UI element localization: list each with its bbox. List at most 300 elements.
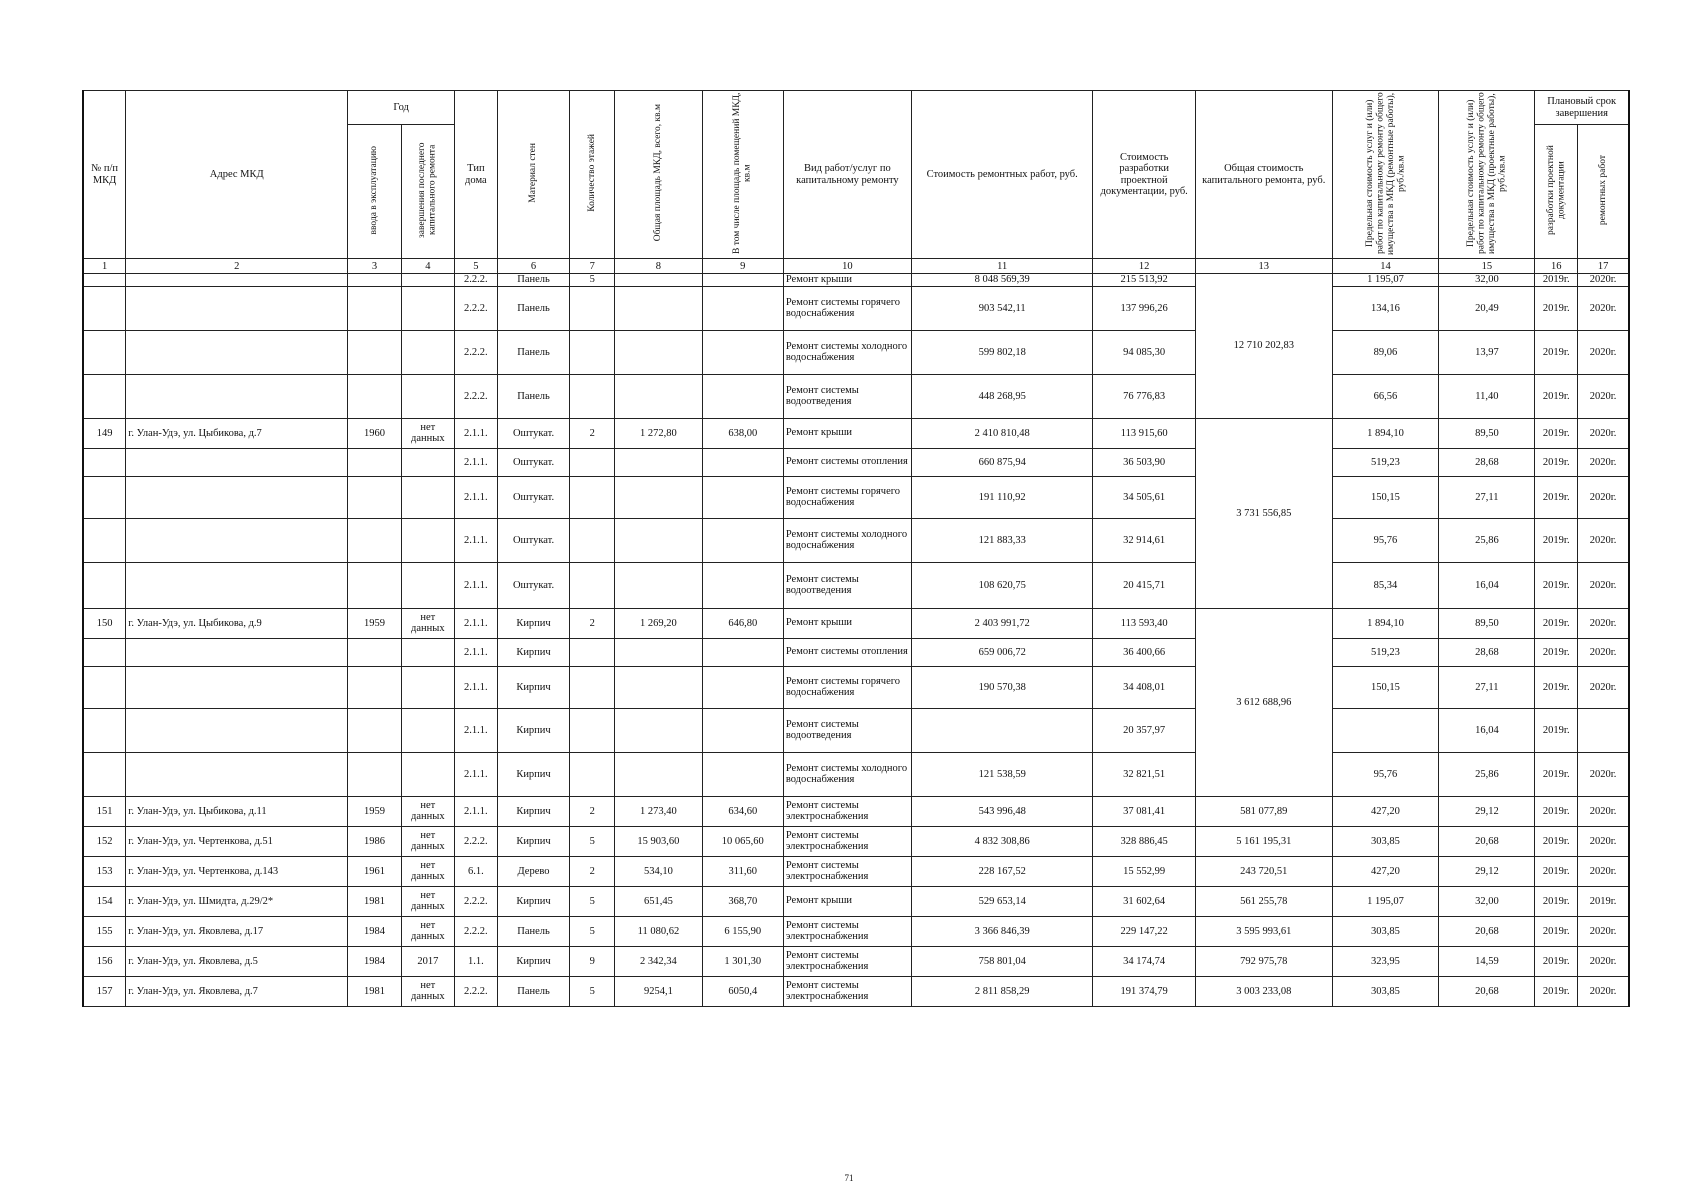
header-design-cost: Стоимость разработки проектной документации, руб.	[1093, 91, 1195, 259]
cell-floors	[570, 286, 615, 330]
cell-total-cost: 792 975,78	[1195, 946, 1332, 976]
cell-type: 2.2.2.	[455, 826, 498, 856]
cell-design: 34 505,61	[1093, 476, 1195, 518]
column-number: 3	[348, 259, 401, 274]
cell-year2	[401, 708, 454, 752]
cell-year1: 1961	[348, 856, 401, 886]
cell-type: 2.1.1.	[455, 562, 498, 608]
cell-material: Кирпич	[497, 946, 570, 976]
header-deadline-repair: ремонтных работ	[1578, 125, 1629, 259]
column-number: 7	[570, 259, 615, 274]
cell-area	[615, 448, 703, 476]
cell-type: 2.2.2.	[455, 374, 498, 418]
table-row	[83, 330, 1629, 374]
cell-material: Кирпич	[497, 886, 570, 916]
cell-work: Ремонт крыши	[783, 418, 911, 448]
cell-address	[126, 638, 348, 666]
header-total-cost: Общая стоимость капитального ремонта, руб.	[1195, 91, 1332, 259]
cell-limit2: 89,50	[1439, 418, 1535, 448]
cell-year1: 1959	[348, 608, 401, 638]
cell-num	[83, 666, 126, 708]
column-number: 15	[1439, 259, 1535, 274]
cell-floors: 5	[570, 826, 615, 856]
cell-area	[615, 330, 703, 374]
cell-work: Ремонт системы холодного водоснабжения	[783, 518, 911, 562]
cell-material: Оштукат.	[497, 418, 570, 448]
cell-work: Ремонт системы водоотведения	[783, 562, 911, 608]
cell-d1: 2019г.	[1535, 916, 1578, 946]
cell-year1: 1981	[348, 976, 401, 1006]
cell-num: 156	[83, 946, 126, 976]
table-row	[83, 562, 1629, 608]
cell-d1: 2019г.	[1535, 946, 1578, 976]
cell-num: 152	[83, 826, 126, 856]
table-row	[83, 286, 1629, 330]
cell-material: Панель	[497, 330, 570, 374]
cell-cost: 3 366 846,39	[911, 916, 1093, 946]
cell-cost: 228 167,52	[911, 856, 1093, 886]
cell-design: 15 552,99	[1093, 856, 1195, 886]
cell-area: 15 903,60	[615, 826, 703, 856]
cell-d2: 2020г.	[1578, 666, 1629, 708]
cell-num	[83, 374, 126, 418]
cell-design: 31 602,64	[1093, 886, 1195, 916]
cell-year1	[348, 638, 401, 666]
cell-limit2: 29,12	[1439, 856, 1535, 886]
cell-cost	[911, 708, 1093, 752]
cell-address	[126, 666, 348, 708]
cell-work: Ремонт системы горячего водоснабжения	[783, 286, 911, 330]
cell-premises	[702, 562, 783, 608]
cell-address	[126, 562, 348, 608]
cell-premises: 6 155,90	[702, 916, 783, 946]
header-total-area: Общая площадь МКД, всего, кв.м	[615, 91, 703, 259]
cell-d1: 2019г.	[1535, 330, 1578, 374]
cell-area	[615, 518, 703, 562]
cell-type: 2.2.2.	[455, 330, 498, 374]
cell-d1: 2019г.	[1535, 608, 1578, 638]
cell-work: Ремонт системы электроснабжения	[783, 826, 911, 856]
cell-d1: 2019г.	[1535, 796, 1578, 826]
cell-floors	[570, 752, 615, 796]
cell-area: 2 342,34	[615, 946, 703, 976]
cell-d2: 2020г.	[1578, 286, 1629, 330]
cell-design: 137 996,26	[1093, 286, 1195, 330]
cell-type: 2.1.1.	[455, 666, 498, 708]
cell-year1: 1960	[348, 418, 401, 448]
cell-cost: 659 006,72	[911, 638, 1093, 666]
cell-premises	[702, 752, 783, 796]
cell-limit2: 14,59	[1439, 946, 1535, 976]
table-row	[83, 638, 1629, 666]
cell-area	[615, 638, 703, 666]
cell-address: г. Улан-Удэ, ул. Шмидта, д.29/2*	[126, 886, 348, 916]
cell-work: Ремонт системы электроснабжения	[783, 976, 911, 1006]
cell-area	[615, 708, 703, 752]
cell-d2: 2020г.	[1578, 448, 1629, 476]
cell-premises: 6050,4	[702, 976, 783, 1006]
cell-total-cost: 561 255,78	[1195, 886, 1332, 916]
column-number: 11	[911, 259, 1093, 274]
cell-cost: 529 653,14	[911, 886, 1093, 916]
cell-design: 113 915,60	[1093, 418, 1195, 448]
cell-year1: 1981	[348, 886, 401, 916]
table-row	[83, 886, 1629, 916]
cell-material: Оштукат.	[497, 448, 570, 476]
cell-address	[126, 752, 348, 796]
cell-floors: 5	[570, 274, 615, 287]
cell-d1: 2019г.	[1535, 562, 1578, 608]
cell-d2: 2020г.	[1578, 518, 1629, 562]
cell-year2	[401, 562, 454, 608]
column-number: 14	[1332, 259, 1439, 274]
cell-design: 229 147,22	[1093, 916, 1195, 946]
cell-year2: нет данных	[401, 418, 454, 448]
cell-design: 34 174,74	[1093, 946, 1195, 976]
cell-work: Ремонт крыши	[783, 886, 911, 916]
cell-material: Панель	[497, 976, 570, 1006]
cell-year2	[401, 448, 454, 476]
cell-work: Ремонт системы электроснабжения	[783, 916, 911, 946]
cell-premises: 10 065,60	[702, 826, 783, 856]
cell-limit2: 28,68	[1439, 638, 1535, 666]
cell-area: 1 269,20	[615, 608, 703, 638]
cell-address: г. Улан-Удэ, ул. Яковлева, д.7	[126, 976, 348, 1006]
cell-limit1: 1 195,07	[1332, 886, 1439, 916]
cell-work: Ремонт системы холодного водоснабжения	[783, 330, 911, 374]
cell-work: Ремонт крыши	[783, 608, 911, 638]
cell-d2: 2020г.	[1578, 562, 1629, 608]
cell-year2: нет данных	[401, 796, 454, 826]
header-address: Адрес МКД	[126, 91, 348, 259]
cell-type: 2.1.1.	[455, 476, 498, 518]
cell-num: 157	[83, 976, 126, 1006]
cell-work: Ремонт системы электроснабжения	[783, 856, 911, 886]
cell-cost: 903 542,11	[911, 286, 1093, 330]
cell-premises	[702, 476, 783, 518]
cell-d1: 2019г.	[1535, 286, 1578, 330]
cell-year2	[401, 274, 454, 287]
cell-year1: 1984	[348, 916, 401, 946]
cell-floors	[570, 448, 615, 476]
cell-type: 2.1.1.	[455, 418, 498, 448]
cell-limit2: 16,04	[1439, 708, 1535, 752]
cell-design: 113 593,40	[1093, 608, 1195, 638]
table-row	[83, 826, 1629, 856]
cell-design: 37 081,41	[1093, 796, 1195, 826]
column-number: 10	[783, 259, 911, 274]
cell-cost: 448 268,95	[911, 374, 1093, 418]
cell-floors	[570, 476, 615, 518]
cell-limit2: 20,68	[1439, 826, 1535, 856]
cell-limit2: 20,68	[1439, 976, 1535, 1006]
table-row	[83, 796, 1629, 826]
cell-limit1: 303,85	[1332, 826, 1439, 856]
cell-floors	[570, 666, 615, 708]
cell-material: Кирпич	[497, 638, 570, 666]
cell-num: 153	[83, 856, 126, 886]
cell-year2: нет данных	[401, 916, 454, 946]
cell-premises	[702, 330, 783, 374]
cell-floors: 5	[570, 886, 615, 916]
cell-limit2: 27,11	[1439, 666, 1535, 708]
cell-limit1: 89,06	[1332, 330, 1439, 374]
cell-cost: 190 570,38	[911, 666, 1093, 708]
cell-address	[126, 286, 348, 330]
cell-year1	[348, 274, 401, 287]
cell-year2: нет данных	[401, 608, 454, 638]
cell-year2: нет данных	[401, 826, 454, 856]
cell-work: Ремонт системы отопления	[783, 448, 911, 476]
cell-d1: 2019г.	[1535, 476, 1578, 518]
cell-work: Ремонт системы холодного водоснабжения	[783, 752, 911, 796]
cell-limit2: 28,68	[1439, 448, 1535, 476]
header-wall-material: Материал стен	[497, 91, 570, 259]
table-row	[83, 976, 1629, 1006]
cell-floors	[570, 562, 615, 608]
cell-premises	[702, 666, 783, 708]
table-row	[83, 374, 1629, 418]
column-number: 12	[1093, 259, 1195, 274]
cell-total-cost: 5 161 195,31	[1195, 826, 1332, 856]
cell-num	[83, 274, 126, 287]
column-number: 8	[615, 259, 703, 274]
cell-material: Панель	[497, 374, 570, 418]
cell-year1	[348, 448, 401, 476]
cell-d2	[1578, 708, 1629, 752]
cell-limit2: 25,86	[1439, 752, 1535, 796]
cell-address: г. Улан-Удэ, ул. Чертенкова, д.143	[126, 856, 348, 886]
cell-year2	[401, 666, 454, 708]
cell-floors	[570, 638, 615, 666]
cell-d2: 2020г.	[1578, 274, 1629, 287]
cell-limit1: 1 894,10	[1332, 608, 1439, 638]
repair-register-table	[82, 90, 1630, 1007]
cell-d1: 2019г.	[1535, 708, 1578, 752]
cell-address	[126, 448, 348, 476]
cell-area	[615, 562, 703, 608]
cell-floors: 2	[570, 608, 615, 638]
cell-num: 155	[83, 916, 126, 946]
cell-cost: 4 832 308,86	[911, 826, 1093, 856]
cell-area	[615, 666, 703, 708]
cell-limit1	[1332, 708, 1439, 752]
cell-year1	[348, 518, 401, 562]
cell-total-cost: 3 731 556,85	[1195, 418, 1332, 608]
cell-total-cost: 243 720,51	[1195, 856, 1332, 886]
cell-area: 1 272,80	[615, 418, 703, 448]
cell-num	[83, 562, 126, 608]
cell-cost: 758 801,04	[911, 946, 1093, 976]
cell-year1: 1986	[348, 826, 401, 856]
cell-num	[83, 708, 126, 752]
cell-material: Кирпич	[497, 826, 570, 856]
cell-work: Ремонт крыши	[783, 274, 911, 287]
cell-limit2: 25,86	[1439, 518, 1535, 562]
header-deadline: Плановый срок завершения	[1535, 91, 1629, 125]
cell-floors: 5	[570, 976, 615, 1006]
cell-design: 20 415,71	[1093, 562, 1195, 608]
cell-area: 534,10	[615, 856, 703, 886]
cell-premises	[702, 638, 783, 666]
cell-limit2: 32,00	[1439, 886, 1535, 916]
cell-area	[615, 752, 703, 796]
cell-num	[83, 286, 126, 330]
cell-design: 328 886,45	[1093, 826, 1195, 856]
cell-material: Оштукат.	[497, 562, 570, 608]
cell-type: 2.2.2.	[455, 274, 498, 287]
cell-work: Ремонт системы отопления	[783, 638, 911, 666]
cell-total-cost: 581 077,89	[1195, 796, 1332, 826]
column-number: 1	[83, 259, 126, 274]
cell-work: Ремонт системы электроснабжения	[783, 796, 911, 826]
cell-work: Ремонт системы водоотведения	[783, 374, 911, 418]
cell-d2: 2020г.	[1578, 856, 1629, 886]
cell-material: Кирпич	[497, 708, 570, 752]
cell-d2: 2020г.	[1578, 608, 1629, 638]
cell-address	[126, 708, 348, 752]
cell-year2	[401, 330, 454, 374]
header-limit-design: Предельная стоимость услуг и (или) работ по капитальному ремонту общего имущества в МКД (проектные работы), руб./кв.м	[1439, 91, 1535, 259]
cell-area: 9254,1	[615, 976, 703, 1006]
cell-d1: 2019г.	[1535, 374, 1578, 418]
cell-work: Ремонт системы горячего водоснабжения	[783, 476, 911, 518]
cell-type: 2.1.1.	[455, 752, 498, 796]
cell-material: Кирпич	[497, 796, 570, 826]
table-row	[83, 274, 1629, 287]
cell-year2	[401, 518, 454, 562]
cell-design: 20 357,97	[1093, 708, 1195, 752]
cell-limit1: 95,76	[1332, 518, 1439, 562]
cell-design: 32 821,51	[1093, 752, 1195, 796]
cell-limit1: 66,56	[1332, 374, 1439, 418]
header-premises-area: В том числе площадь помещений МКД, кв.м	[702, 91, 783, 259]
cell-d1: 2019г.	[1535, 418, 1578, 448]
cell-cost: 108 620,75	[911, 562, 1093, 608]
table-row	[83, 448, 1629, 476]
cell-num	[83, 518, 126, 562]
cell-design: 76 776,83	[1093, 374, 1195, 418]
cell-address	[126, 476, 348, 518]
cell-area	[615, 476, 703, 518]
cell-type: 2.1.1.	[455, 708, 498, 752]
header-deadline-design: разработки проектной документации	[1535, 125, 1578, 259]
cell-year1: 1984	[348, 946, 401, 976]
cell-d2: 2020г.	[1578, 476, 1629, 518]
cell-cost: 599 802,18	[911, 330, 1093, 374]
cell-area: 11 080,62	[615, 916, 703, 946]
column-number: 6	[497, 259, 570, 274]
cell-d1: 2019г.	[1535, 448, 1578, 476]
cell-d1: 2019г.	[1535, 976, 1578, 1006]
cell-d2: 2020г.	[1578, 418, 1629, 448]
cell-material: Панель	[497, 286, 570, 330]
cell-premises	[702, 286, 783, 330]
cell-design: 191 374,79	[1093, 976, 1195, 1006]
table-row	[83, 518, 1629, 562]
cell-limit2: 11,40	[1439, 374, 1535, 418]
table-row	[83, 946, 1629, 976]
cell-cost: 2 410 810,48	[911, 418, 1093, 448]
cell-year2: нет данных	[401, 886, 454, 916]
cell-type: 6.1.	[455, 856, 498, 886]
cell-address: г. Улан-Удэ, ул. Чертенкова, д.51	[126, 826, 348, 856]
cell-material: Оштукат.	[497, 518, 570, 562]
cell-limit1: 1 195,07	[1332, 274, 1439, 287]
cell-material: Кирпич	[497, 608, 570, 638]
cell-limit2: 29,12	[1439, 796, 1535, 826]
header-row	[83, 91, 1629, 125]
table-row	[83, 856, 1629, 886]
header-num: № п/п МКД	[83, 91, 126, 259]
header-limit-repair: Предельная стоимость услуг и (или) работ по капитальному ремонту общего имущества в МКД (ремонтные работы), руб./кв.м	[1332, 91, 1439, 259]
cell-work: Ремонт системы горячего водоснабжения	[783, 666, 911, 708]
cell-floors: 2	[570, 418, 615, 448]
cell-limit2: 20,49	[1439, 286, 1535, 330]
cell-type: 2.1.1.	[455, 518, 498, 562]
cell-material: Панель	[497, 916, 570, 946]
cell-limit1: 519,23	[1332, 638, 1439, 666]
cell-cost: 191 110,92	[911, 476, 1093, 518]
header-year-commission: ввода в эксплуатацию	[348, 125, 401, 259]
cell-limit2: 13,97	[1439, 330, 1535, 374]
cell-floors	[570, 518, 615, 562]
table-row	[83, 418, 1629, 448]
cell-area	[615, 286, 703, 330]
header-repair-cost: Стоимость ремонтных работ, руб.	[911, 91, 1093, 259]
cell-limit2: 16,04	[1439, 562, 1535, 608]
column-number: 17	[1578, 259, 1629, 274]
cell-design: 34 408,01	[1093, 666, 1195, 708]
cell-limit1: 303,85	[1332, 976, 1439, 1006]
cell-year2: нет данных	[401, 976, 454, 1006]
cell-year2	[401, 476, 454, 518]
cell-limit1: 519,23	[1332, 448, 1439, 476]
cell-limit1: 85,34	[1332, 562, 1439, 608]
cell-limit1: 134,16	[1332, 286, 1439, 330]
cell-d2: 2020г.	[1578, 752, 1629, 796]
cell-type: 2.1.1.	[455, 448, 498, 476]
cell-floors: 5	[570, 916, 615, 946]
cell-limit2: 20,68	[1439, 916, 1535, 946]
column-number: 16	[1535, 259, 1578, 274]
cell-year2	[401, 638, 454, 666]
cell-year1	[348, 752, 401, 796]
cell-cost: 2 811 858,29	[911, 976, 1093, 1006]
table-body	[83, 274, 1629, 1007]
cell-address: г. Улан-Удэ, ул. Цыбикова, д.11	[126, 796, 348, 826]
header-work-type: Вид работ/услуг по капитальному ремонту	[783, 91, 911, 259]
column-number: 9	[702, 259, 783, 274]
cell-floors: 2	[570, 856, 615, 886]
cell-floors: 2	[570, 796, 615, 826]
cell-year1	[348, 374, 401, 418]
cell-premises: 368,70	[702, 886, 783, 916]
cell-year2	[401, 374, 454, 418]
cell-limit1: 150,15	[1332, 666, 1439, 708]
cell-num: 149	[83, 418, 126, 448]
cell-d1: 2019г.	[1535, 518, 1578, 562]
cell-d1: 2019г.	[1535, 638, 1578, 666]
cell-year1: 1959	[348, 796, 401, 826]
column-number: 5	[455, 259, 498, 274]
cell-design: 32 914,61	[1093, 518, 1195, 562]
cell-design: 215 513,92	[1093, 274, 1195, 287]
cell-year1	[348, 476, 401, 518]
cell-premises: 638,00	[702, 418, 783, 448]
cell-year1	[348, 330, 401, 374]
cell-d2: 2020г.	[1578, 374, 1629, 418]
